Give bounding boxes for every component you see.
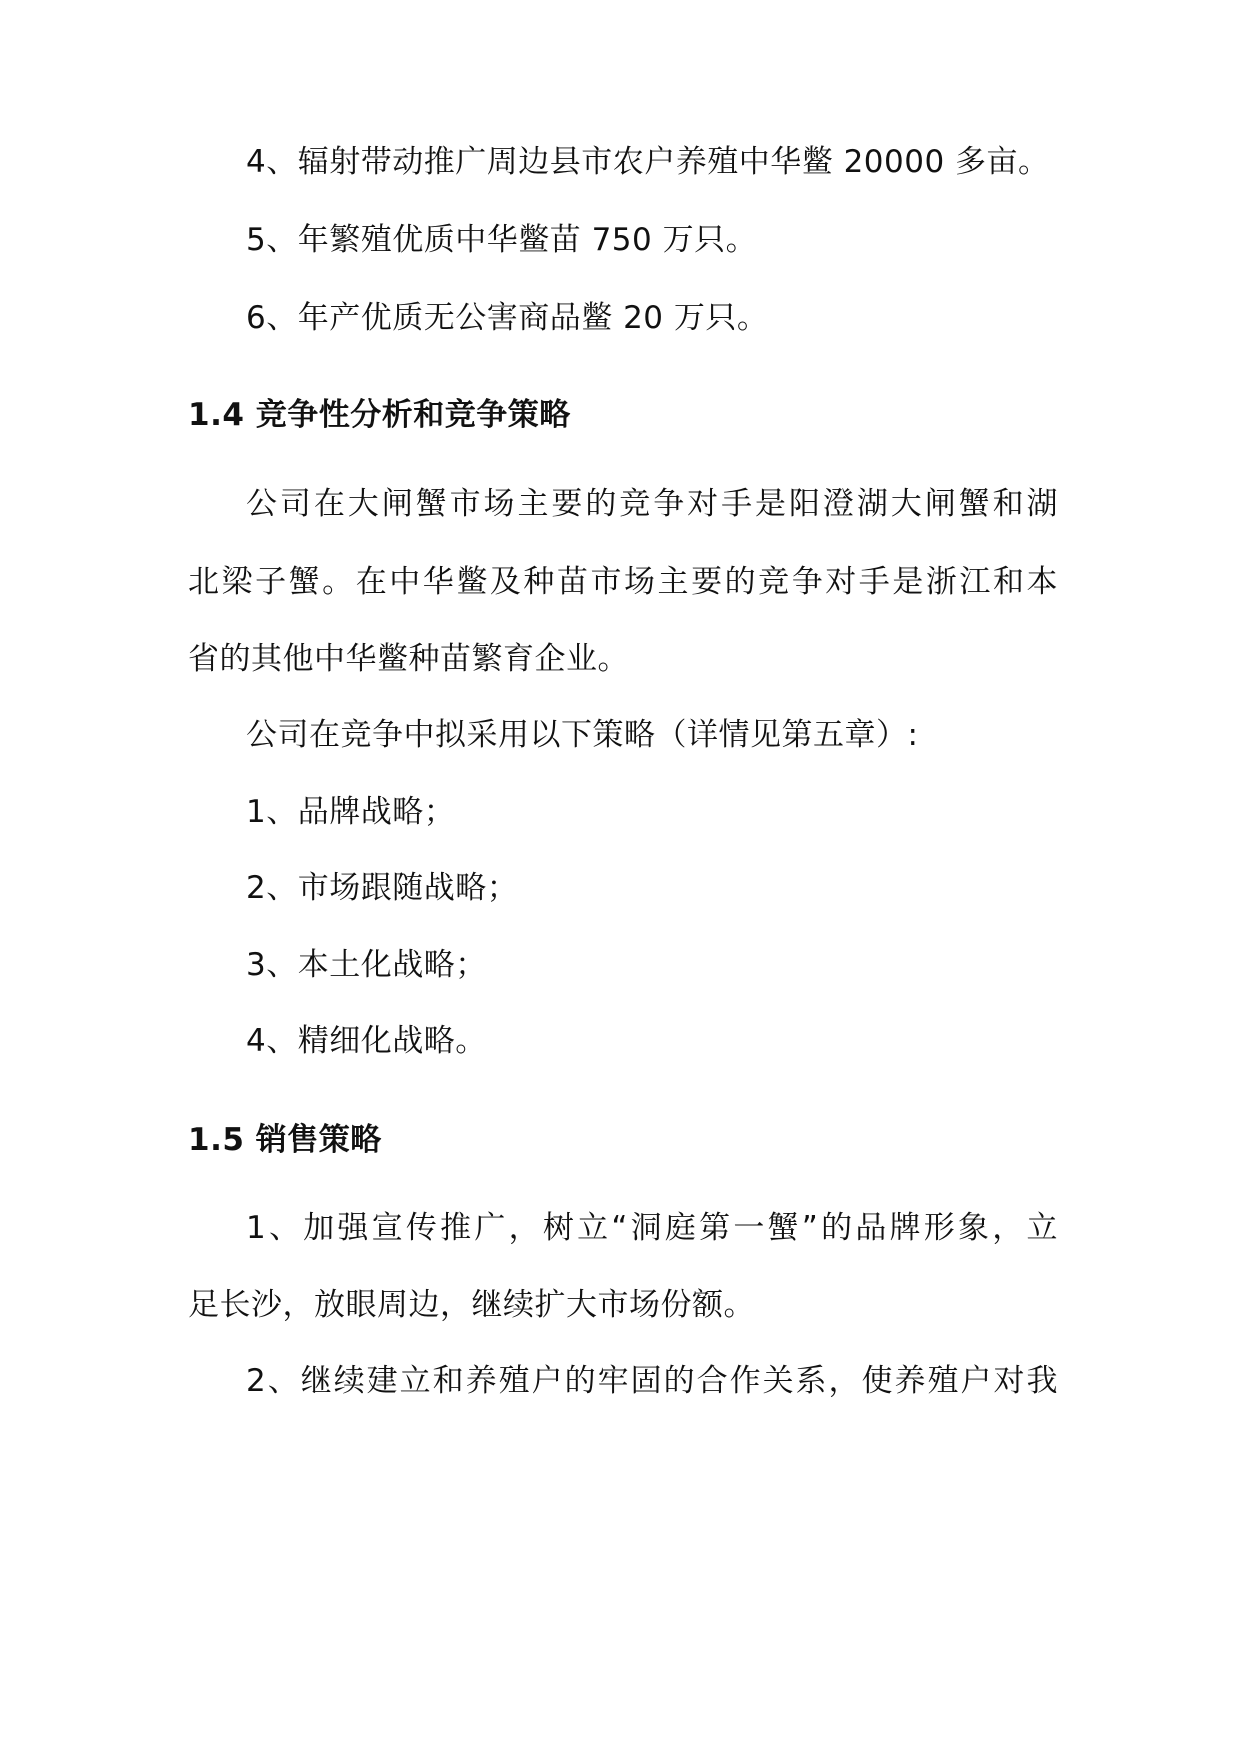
paragraph-line: 足长沙，放眼周边，继续扩大市场份额。 <box>188 1287 755 1323</box>
list-item: 2、市场跟随战略； <box>246 870 519 906</box>
section-heading-1-5: 1.5 销售策略 <box>188 1122 382 1158</box>
section-heading-1-4: 1.4 竞争性分析和竞争策略 <box>188 397 571 433</box>
paragraph-line: 北梁子蟹。在中华鳖及种苗市场主要的竞争对手是浙江和本 <box>188 564 1058 600</box>
list-item: 6、年产优质无公害商品鳖 20 万只。 <box>246 300 769 336</box>
paragraph-line: 1、加强宣传推广，树立“洞庭第一蟹”的品牌形象，立 <box>246 1210 1058 1246</box>
list-item: 3、本土化战略； <box>246 947 487 983</box>
list-item: 5、年繁殖优质中华鳖苗 750 万只。 <box>246 222 758 258</box>
list-item: 1、品牌战略； <box>246 794 456 830</box>
list-item: 4、辐射带动推广周边县市农户养殖中华鳖 20000 多亩。 <box>246 144 1050 180</box>
paragraph-line: 2、继续建立和养殖户的牢固的合作关系，使养殖户对我 <box>246 1363 1058 1399</box>
paragraph-line: 公司在大闸蟹市场主要的竞争对手是阳澄湖大闸蟹和湖 <box>246 486 1058 522</box>
list-item: 4、精细化战略。 <box>246 1023 487 1059</box>
paragraph-line: 省的其他中华鳖种苗繁育企业。 <box>188 641 629 677</box>
paragraph-line: 公司在竞争中拟采用以下策略（详情见第五章）: <box>246 717 919 753</box>
